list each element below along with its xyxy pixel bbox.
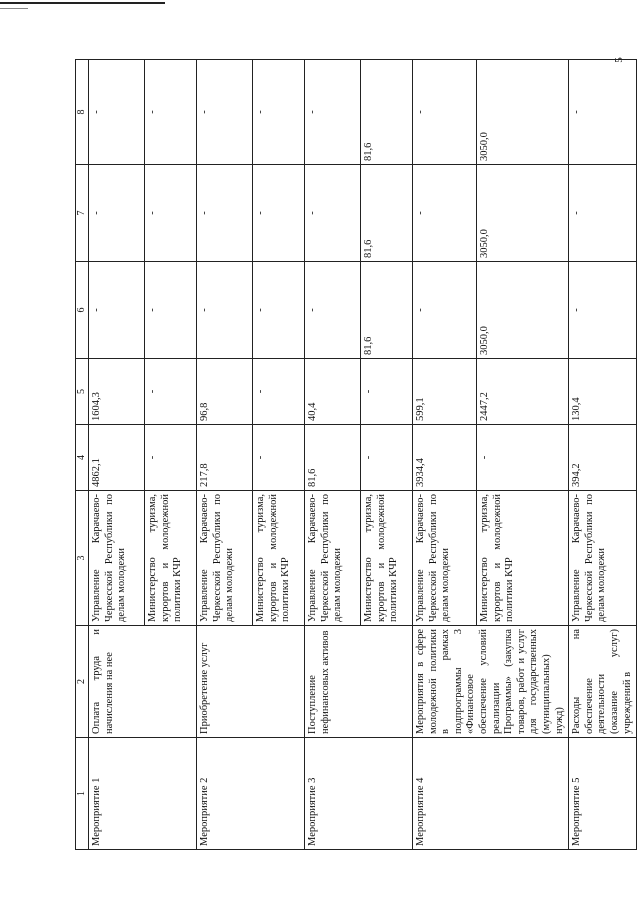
executor-cell: Управление Карачаево-Черкесской Республики по делам молодежи bbox=[413, 491, 477, 626]
executor-cell: Управление Карачаево-Черкесской Республики по делам молодежи bbox=[305, 491, 361, 626]
value-cell: 81,6 bbox=[361, 262, 413, 359]
header-cell: 4 bbox=[76, 425, 89, 491]
rotated-table-container bbox=[75, 60, 633, 850]
value-cell: - bbox=[89, 60, 145, 165]
value-cell: - bbox=[145, 425, 197, 491]
value-cell: - bbox=[89, 262, 145, 359]
value-cell: - bbox=[361, 425, 413, 491]
value-cell: - bbox=[305, 262, 361, 359]
header-cell: 8 bbox=[76, 60, 89, 165]
value-cell: - bbox=[569, 262, 637, 359]
value-cell: 4862,1 bbox=[89, 425, 145, 491]
executor-cell: Министерство туризма, курортов и молодежной политики КЧР bbox=[477, 491, 569, 626]
value-cell: - bbox=[145, 262, 197, 359]
value-cell: - bbox=[413, 60, 477, 165]
value-cell: 3050,0 bbox=[477, 165, 569, 262]
event-description-cell: Мероприятия в сфере молодежной политики в рамках подпрограммы 3 «Финансовое обеспечение условий реализации Программы» (закупка товаров, работ и услуг для государственных (муниципальных) нужд) bbox=[413, 626, 569, 738]
value-cell: - bbox=[413, 165, 477, 262]
value-cell: - bbox=[477, 425, 569, 491]
table-row bbox=[89, 60, 145, 850]
value-cell: - bbox=[197, 262, 253, 359]
value-cell: - bbox=[145, 165, 197, 262]
value-cell: - bbox=[413, 262, 477, 359]
top-rule-short bbox=[0, 8, 28, 9]
executor-cell: Министерство туризма, курортов и молодежной политики КЧР bbox=[253, 491, 305, 626]
value-cell: 81,6 bbox=[361, 60, 413, 165]
program-table bbox=[75, 59, 637, 850]
table-row bbox=[305, 60, 361, 850]
executor-cell: Управление Карачаево-Черкесской Республики по делам молодежи bbox=[89, 491, 145, 626]
value-cell: - bbox=[305, 60, 361, 165]
event-name-cell: Мероприятие 2 bbox=[197, 738, 305, 850]
value-cell: 40,4 bbox=[305, 359, 361, 425]
event-name-cell: Мероприятие 3 bbox=[305, 738, 413, 850]
value-cell: 81,6 bbox=[305, 425, 361, 491]
header-cell: 3 bbox=[76, 491, 89, 626]
header-row bbox=[76, 60, 89, 850]
value-cell: 394,2 bbox=[569, 425, 637, 491]
value-cell: - bbox=[253, 425, 305, 491]
executor-cell: Управление Карачаево-Черкесской Республики по делам молодежи bbox=[569, 491, 637, 626]
table-row bbox=[197, 60, 253, 850]
value-cell: - bbox=[305, 165, 361, 262]
value-cell: - bbox=[253, 60, 305, 165]
value-cell: - bbox=[361, 359, 413, 425]
event-description-cell: Оплата труда и начисления на нее bbox=[89, 626, 197, 738]
event-description-cell: Поступление нефинансовых активов bbox=[305, 626, 413, 738]
top-rule bbox=[0, 2, 165, 4]
executor-cell: Министерство туризма, курортов и молодежной политики КЧР bbox=[361, 491, 413, 626]
value-cell: 217,8 bbox=[197, 425, 253, 491]
table-region bbox=[75, 60, 633, 850]
event-description-cell: Расходы на обеспечение деятельности (оказание услуг) учреждений в bbox=[569, 626, 637, 738]
value-cell: - bbox=[569, 60, 637, 165]
value-cell: - bbox=[569, 165, 637, 262]
value-cell: 3050,0 bbox=[477, 262, 569, 359]
table-row bbox=[569, 60, 637, 850]
value-cell: - bbox=[253, 262, 305, 359]
header-cell: 7 bbox=[76, 165, 89, 262]
executor-cell: Министерство туризма, курортов и молодежной политики КЧР bbox=[145, 491, 197, 626]
value-cell: - bbox=[145, 60, 197, 165]
value-cell: - bbox=[253, 359, 305, 425]
page-number: 5 bbox=[612, 57, 625, 63]
value-cell: 3934,4 bbox=[413, 425, 477, 491]
value-cell: - bbox=[197, 60, 253, 165]
header-cell: 1 bbox=[76, 738, 89, 850]
value-cell: 130,4 bbox=[569, 359, 637, 425]
header-cell: 2 bbox=[76, 626, 89, 738]
header-cell: 6 bbox=[76, 262, 89, 359]
event-name-cell: Мероприятие 1 bbox=[89, 738, 197, 850]
value-cell: - bbox=[197, 165, 253, 262]
event-description-cell: Приобретение услуг bbox=[197, 626, 305, 738]
value-cell: 81,6 bbox=[361, 165, 413, 262]
table-row bbox=[413, 60, 477, 850]
value-cell: - bbox=[89, 165, 145, 262]
event-name-cell: Мероприятие 4 bbox=[413, 738, 569, 850]
value-cell: 599,1 bbox=[413, 359, 477, 425]
table-body bbox=[76, 60, 637, 850]
value-cell: 96,8 bbox=[197, 359, 253, 425]
event-name-cell: Мероприятие 5 bbox=[569, 738, 637, 850]
value-cell: - bbox=[145, 359, 197, 425]
header-cell: 5 bbox=[76, 359, 89, 425]
value-cell: 3050,0 bbox=[477, 60, 569, 165]
value-cell: 2447,2 bbox=[477, 359, 569, 425]
value-cell: - bbox=[253, 165, 305, 262]
executor-cell: Управление Карачаево-Черкесской Республики по делам молодежи bbox=[197, 491, 253, 626]
value-cell: 1604,3 bbox=[89, 359, 145, 425]
